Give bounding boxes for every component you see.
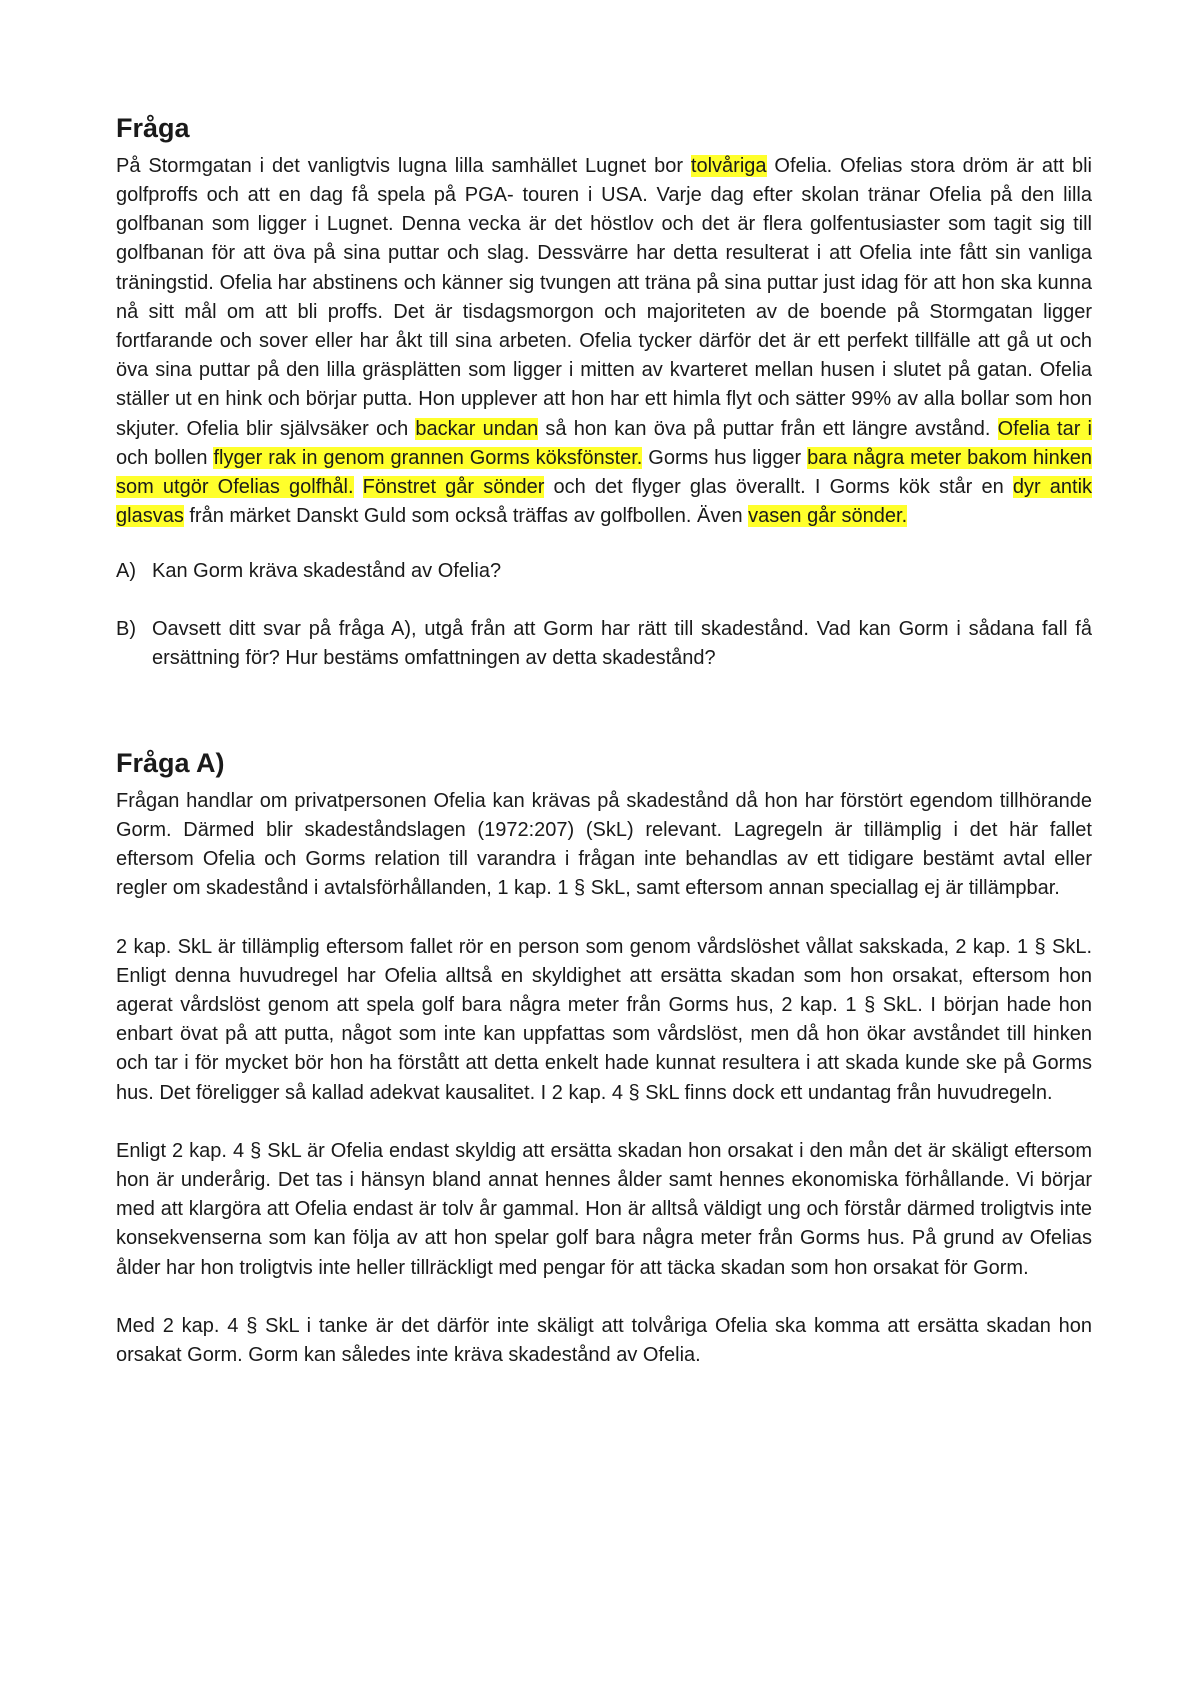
answer-paragraph: 2 kap. SkL är tillämplig eftersom fallet rör en person som genom vårdslöshet vållat sakskada, 2 kap. 1 § SkL. Enligt denna huvudregel har Ofelia alltså en skyldighet att ersätta skadan som hon orsakat, eftersom hon agerat vårdslöst genom att spela golf bara några meter från Gorms hus, 2 kap. 1 § SkL. I början hade hon enbart övat på att putta, något som inte kan uppfattas som vårdslöst, men då hon ökar avståndet till hinken och tar i för mycket bör hon ha förstått att detta enkelt hade kunnat resultera i att skada kunde ske på Gorms hus. Det föreligger så kallad adekvat kausalitet. I 2 kap. 4 § SkL finns dock ett undantag från huvudregeln. — [116, 935, 1092, 1104]
section-heading-fraga-a: Fråga A) — [116, 748, 225, 778]
question-item-b — [116, 615, 1092, 673]
scenario-text: Ofelia. Ofelias stora dröm är att bli golfproffs och att en dag få spela på PGA- touren i USA. Varje dag efter skolan tränar Ofelia på den lilla golfbanan som ligger i Lugnet. Denna vecka är det höstlov och det är flera golfentusiaster som tagit sig till golfbanan för att öva på sina puttar och slag. Dessvärre har detta resulterat i att Ofelia inte fått sin vanliga träningstid. Ofelia har abstinens och känner sig tvungen att träna på sina puttar just idag för att hon ska kunna nå sitt mål om att bli proffs. Det är tisdagsmorgon och majoriteten av de boende på Stormgatan ligger fortfarande och sover eller har åkt till sina arbeten. Ofelia tycker därför det är ett perfekt tillfälle att gå ut och öva sina puttar på den lilla gräsplätten som ligger i mitten av kvarteret mellan husen i slutet på gatan. Ofelia ställer ut en hink och börjar putta. Hon upplever att hon har ett himla flyt och sätter 99% av alla bollar som hon skjuter. Ofelia blir självsäker och — [116, 154, 1092, 440]
question-letter: A) — [116, 560, 136, 583]
answer-paragraph: Enligt 2 kap. 4 § SkL är Ofelia endast skyldig att ersätta skadan hon orsakat i den mån det är skäligt eftersom hon är underårig. Det tas i hänsyn bland annat hennes ålder samt hennes ekonomiska förhållande. Vi börjar med att klargöra att Ofelia endast är tolv år gammal. Hon är alltså väldigt ung och förstår därmed troligtvis inte konsekvenserna som kan följa av att hon spelar golf bara några meter från Gorms hus. På grund av Ofelias ålder har hon troligtvis inte heller tillräckligt med pengar för att täcka skadan som hon orsakat för Gorm. — [116, 1139, 1092, 1279]
answer-paragraph: Frågan handlar om privatpersonen Ofelia kan krävas på skadestånd då hon har förstört egendom tillhörande Gorm. Därmed blir skadeståndslagen (1972:207) (SkL) relevant. Lagregeln är tillämplig i det här fallet eftersom Ofelia och Gorms relation till varandra i frågan inte behandlas av ett tidigare bestämt avtal eller regler om skadestånd i avtalsförhållanden, 1 kap. 1 § SkL, samt eftersom annan speciallag ej är tillämpbar. — [116, 789, 1092, 900]
highlighted-text: backar undan — [415, 417, 539, 440]
scenario-paragraph — [116, 152, 1092, 532]
question-letter: B) — [116, 617, 136, 640]
scenario-text: och det flyger glas överallt. I Gorms kök står en — [544, 475, 1013, 498]
scenario-text: Gorms hus ligger — [642, 446, 808, 469]
highlighted-text: bara några meter bakom hinken som utgör Ofelias golfhål. — [116, 446, 1092, 498]
scenario-text — [354, 476, 363, 498]
document-page — [116, 112, 1092, 1370]
scenario-text: från märket Danskt Guld som också träffas av golfbollen. Även — [183, 505, 749, 528]
answer-paragraph: Med 2 kap. 4 § SkL i tanke är det därför inte skäligt att tolvåriga Ofelia ska komma att ersätta skadan hon orsakat Gorm. Gorm kan således inte kräva skadestånd av Ofelia. — [116, 1314, 1092, 1366]
question-text: Oavsett ditt svar på fråga A), utgå från att Gorm har rätt till skadestånd. Vad kan Gorm i sådana fall få ersättning för? Hur bestäms omfattningen av detta skadestånd? — [152, 617, 1092, 669]
scenario-text: så hon kan öva på puttar från ett längre avstånd. — [538, 417, 998, 440]
highlighted-text: Fönstret går sönder — [362, 475, 545, 498]
scenario-text: På Stormgatan i det vanligtvis lugna lilla samhället Lugnet bor — [116, 154, 691, 177]
highlighted-text: flyger rak in genom grannen Gorms köksfönster. — [213, 446, 643, 469]
highlighted-text: tolvåriga — [690, 154, 767, 177]
question-list — [116, 557, 1092, 673]
question-text: Kan Gorm kräva skadestånd av Ofelia? — [152, 560, 502, 583]
highlighted-text: dyr antik glasvas — [116, 475, 1093, 528]
answer-section-a — [116, 747, 1092, 1370]
scenario-text: och bollen — [116, 446, 214, 469]
highlighted-text: vasen går sönder. — [748, 505, 908, 528]
section-heading-fraga: Fråga — [116, 113, 190, 143]
question-item-a — [116, 557, 1092, 586]
highlighted-text: Ofelia tar i — [997, 417, 1092, 440]
